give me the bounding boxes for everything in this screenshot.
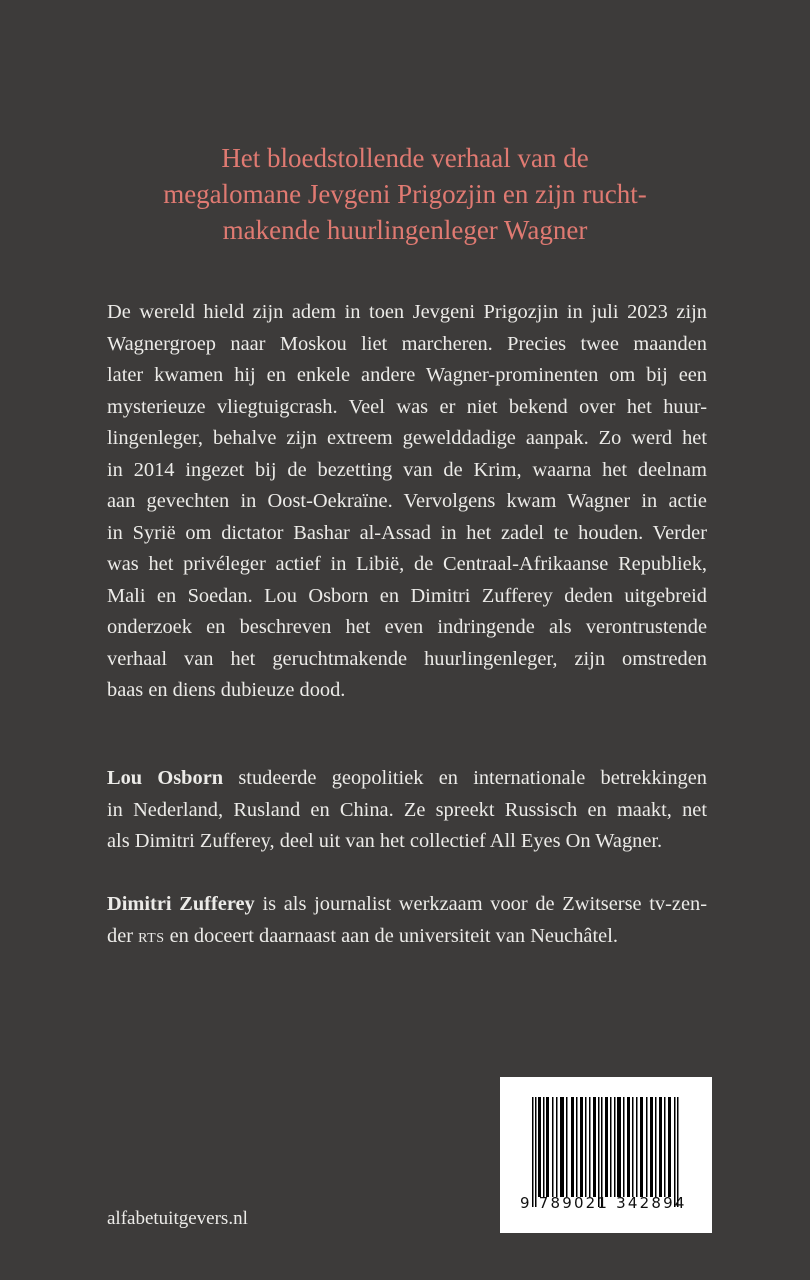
tagline-line-2: megalomane Jevgeni Prigozjin en zijn rucht- (163, 179, 647, 209)
bio-line: als Dimitri Zufferey, deel uit van het collectief All Eyes On Wagner. (107, 830, 663, 852)
author-name: Dimitri Zufferey (107, 893, 255, 915)
blurb-line: later kwamen hij en enkele andere Wagner-prominenten om bij een (107, 364, 707, 386)
blurb-line: was het privéleger actief in Libië, de Centraal-Afrikaanse Republiek, (107, 553, 707, 575)
blurb-line: onderzoek en beschreven het even indringende als verontrustende (107, 616, 707, 638)
blurb-line: Mali en Soedan. Lou Osborn en Dimitri Zufferey deden uitgebreid (107, 584, 707, 607)
author-bio-osborn (107, 763, 707, 858)
book-blurb (107, 297, 707, 707)
blurb-line: in 2014 ingezet bij de bezetting van de Krim, waarna het deelnam (107, 458, 707, 481)
blurb-line: verhaal van het geruchtmakende huurlingenleger, zijn omstreden (107, 647, 707, 670)
bio-line: in Nederland, Rusland en China. Ze spreekt Russisch en maakt, net (107, 798, 707, 821)
blurb-line: lingenleger, behalve zijn extreem gewelddadige aanpak. Zo werd het (107, 427, 707, 449)
tagline-line-3: makende huurlingenleger Wagner (222, 215, 588, 245)
rts-abbreviation: rts (138, 924, 165, 947)
isbn-barcode (500, 1077, 712, 1233)
bio-text: is als journalist werkzaam voor de Zwitserse tv-zen- (254, 893, 707, 915)
barcode-icon (531, 1097, 681, 1207)
blurb-line: in Syrië om dictator Bashar al-Assad in het zadel te houden. Verder (107, 521, 707, 544)
blurb-line: mysterieuze vliegtuigcrash. Veel was er niet bekend over het huur- (107, 395, 707, 418)
author-bio-zufferey (107, 889, 707, 952)
bio-text: der (107, 924, 139, 947)
publisher-website[interactable]: alfabetuitgevers.nl (107, 1208, 248, 1229)
bio-text: en doceert daarnaast aan de universiteit van Neuchâtel. (164, 924, 618, 947)
tagline-line-1: Het bloedstollende verhaal van de (221, 143, 589, 173)
bio-line (107, 763, 707, 795)
bio-line (107, 921, 707, 953)
blurb-line: De wereld hield zijn adem in toen Jevgeni Prigozjin in juli 2023 zijn (107, 301, 707, 323)
bio-text: studeerde geopolitiek en internationale betrekkingen (223, 767, 707, 789)
bio-line (107, 889, 707, 921)
blurb-line: aan gevechten in Oost-Oekraïne. Vervolgens kwam Wagner in actie (107, 490, 707, 512)
blurb-line: Wagnergroep naar Moskou liet marcheren. Precies twee maanden (107, 332, 707, 355)
blurb-line: baas en diens dubieuze dood. (107, 679, 346, 701)
author-name: Lou Osborn (107, 767, 224, 789)
tagline (100, 140, 710, 248)
isbn-number: 9 789021 342894 (520, 1194, 687, 1212)
